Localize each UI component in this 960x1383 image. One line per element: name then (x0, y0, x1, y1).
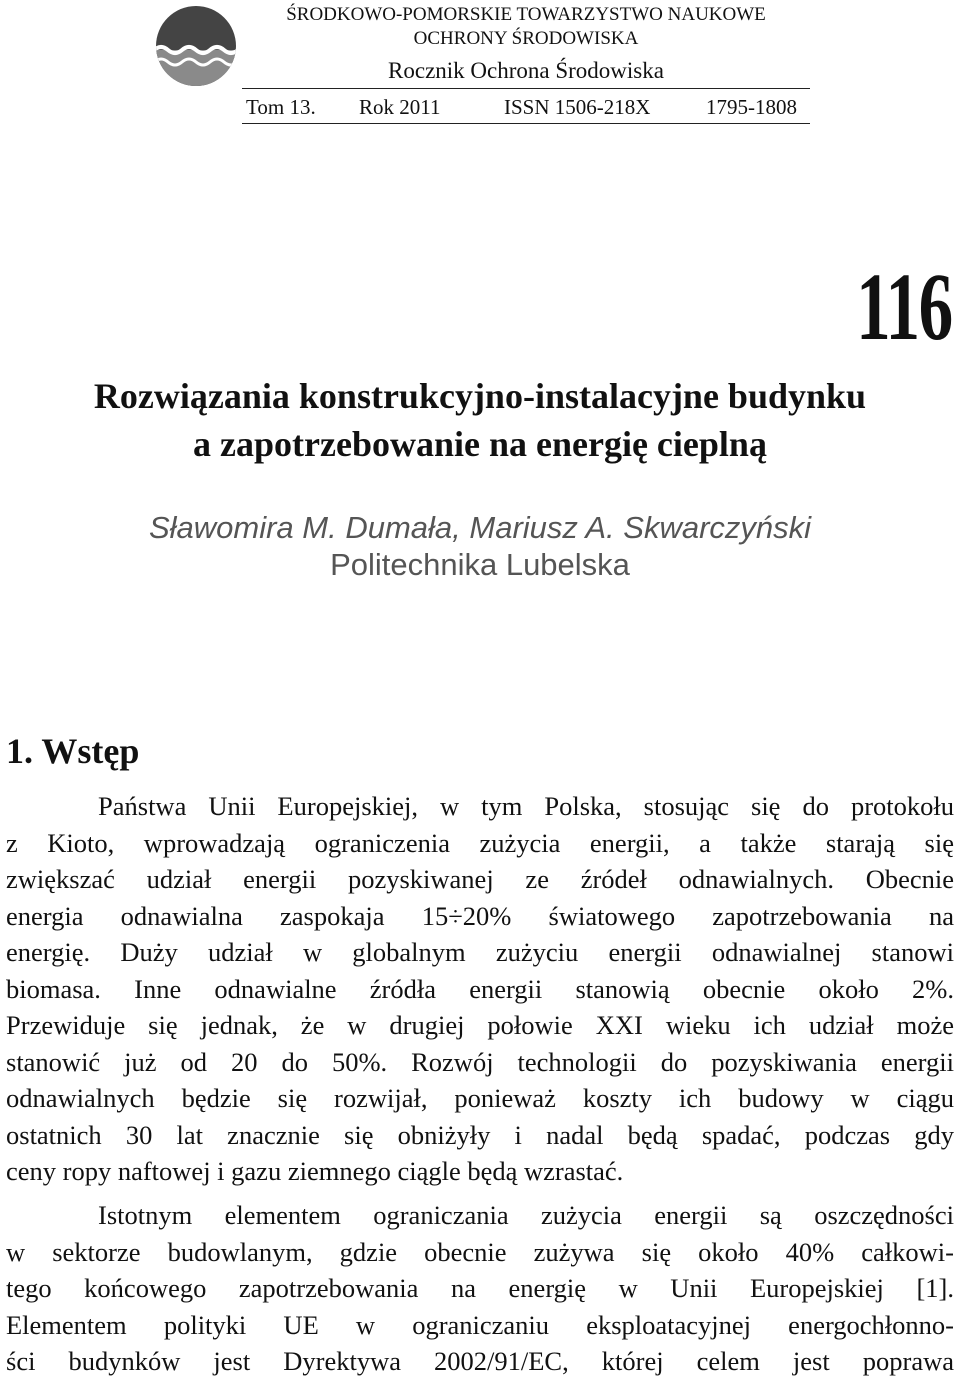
title-line2: a zapotrzebowanie na energię cieplną (193, 424, 767, 464)
text-line: Państwa Unii Europejskiej, w tym Polska, stosując się do protokołu (98, 791, 954, 821)
header-rule-top (242, 88, 810, 89)
text-line: stanowić już od 20 do 50%. Rozwój technologii do pozyskiwania energii (6, 1046, 954, 1077)
text-line: ści budynków jest Dyrektywa 2002/91/EC, której celem jest poprawa (6, 1346, 954, 1376)
text-line: ostatnich 30 lat znacznie się obniżyły i nadal będą spadać, podczas gdy (6, 1119, 954, 1150)
text-line: zwiększać udział energii pozyskiwanej ze źródeł odnawialnych. Obecnie (6, 864, 954, 894)
issn: ISSN 1506-218X (504, 95, 651, 119)
page-range: 1795-1808 (706, 95, 797, 119)
paragraph-2 (6, 1197, 954, 1380)
header-rule-bottom (242, 123, 810, 124)
org-name-line1: ŚRODKOWO-POMORSKIE TOWARZYSTWO NAUKOWE (286, 4, 766, 25)
text-line: tego końcowego zapotrzebowania na energię w Unii Europejskiej [1]. (6, 1273, 954, 1303)
paragraph-1 (6, 788, 954, 1190)
text-line: energia odnawialna zaspokaja 15÷20% światowego zapotrzebowania na (6, 900, 954, 931)
journal-name: Rocznik Ochrona Środowiska (388, 58, 664, 83)
year: Rok 2011 (359, 95, 441, 119)
text-line: Elementem polityki UE w ograniczaniu eksploatacyjnej energochłonno- (6, 1309, 954, 1340)
text-line: Istotnym elementem ograniczania zużycia energii są oszczędności (98, 1200, 954, 1230)
volume: Tom 13. (246, 95, 316, 119)
text-line: ceny ropy naftowej i gazu ziemnego ciągle będą wzrastać. (6, 1156, 624, 1186)
section-heading: 1. Wstęp (6, 731, 140, 771)
text-line: w sektorze budowlanym, gdzie obecnie zużywa się około 40% całkowi- (6, 1236, 954, 1267)
text-line: z Kioto, wprowadzają ograniczenia zużycia energii, a także starają się (6, 827, 954, 858)
affiliation: Politechnika Lubelska (330, 547, 630, 582)
text-line: Przewiduje się jednak, że w drugiej połowie XXI wieku ich udział może (6, 1010, 954, 1040)
org-name-line2: OCHRONY ŚRODOWISKA (413, 28, 639, 49)
title-line1: Rozwiązania konstrukcyjno-instalacyjne budynku (93, 376, 867, 416)
article-number: 116 (856, 253, 952, 360)
text-line: energię. Duży udział w globalnym zużyciu energii odnawialnej stanowi (6, 937, 954, 967)
text-line: biomasa. Inne odnawialne źródła energii stanowią obecnie około 2%. (6, 973, 954, 1004)
society-logo (154, 4, 238, 88)
authors: Sławomira M. Dumała, Mariusz A. Skwarczyński (148, 510, 812, 545)
text-line: odnawialnych będzie się rozwijał, ponieważ koszty ich budowy w ciągu (6, 1083, 954, 1113)
